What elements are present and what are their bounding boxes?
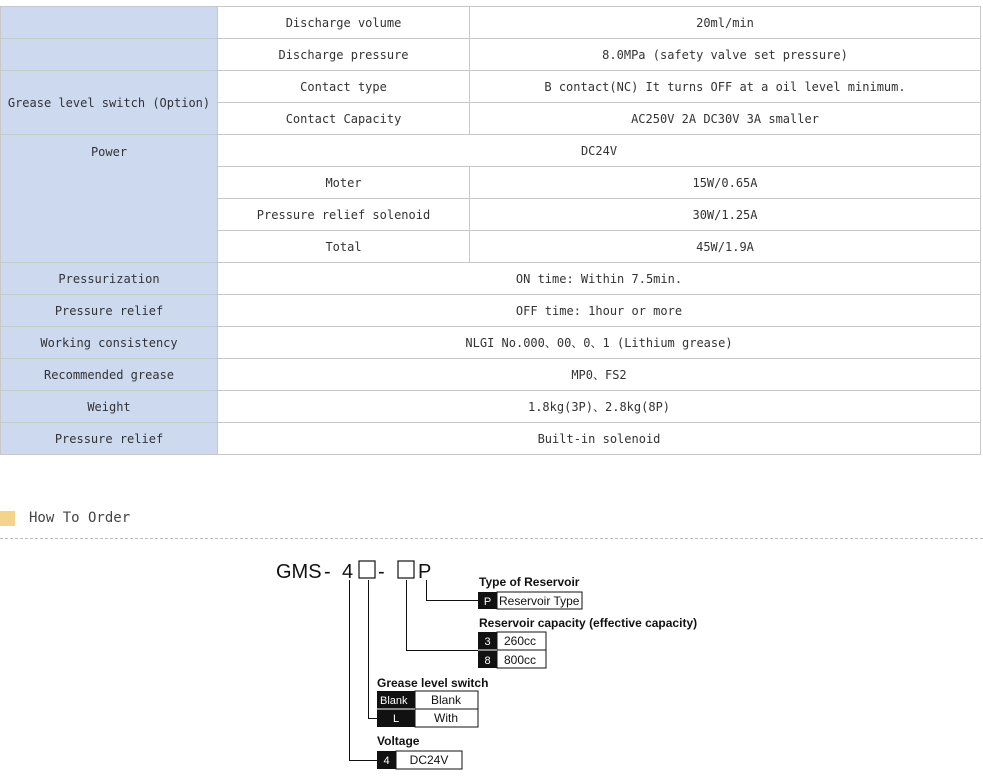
- pressure-relief-time-value: OFF time: 1hour or more: [218, 295, 981, 327]
- moter-label: Moter: [218, 167, 470, 199]
- reservoir-capacity-key: 3: [484, 636, 491, 648]
- contact-capacity-value: AC250V 2A DC30V 3A smaller: [470, 103, 981, 135]
- contact-type-value: B contact(NC) It turns OFF at a oil level minimum.: [470, 71, 981, 103]
- code-suffix: P: [418, 561, 432, 583]
- grease-level-switch-desc: With: [434, 711, 458, 725]
- discharge-volume-label: Discharge volume: [218, 7, 470, 39]
- working-consistency-value: NLGI No.000、00、0、1 (Lithium grease): [218, 327, 981, 359]
- power-header: Power: [1, 135, 218, 263]
- grease-level-switch-desc: Blank: [430, 693, 462, 707]
- grease-level-switch-title: Grease level switch: [377, 676, 489, 690]
- contact-type-label: Contact type: [218, 71, 470, 103]
- total-label: Total: [218, 231, 470, 263]
- code-dash-2: -: [378, 561, 385, 583]
- voltage-desc: DC24V: [409, 753, 449, 767]
- pressure-relief-type-value: Built-in solenoid: [218, 423, 981, 455]
- power-value: DC24V: [218, 135, 981, 167]
- reservoir-capacity-key: 8: [484, 655, 491, 667]
- pressurization-value: ON time: Within 7.5min.: [218, 263, 981, 295]
- solenoid-value: 30W/1.25A: [470, 199, 981, 231]
- recommended-grease-value: MP0、FS2: [218, 359, 981, 391]
- code-prefix: GMS: [276, 561, 322, 583]
- moter-value: 15W/0.65A: [470, 167, 981, 199]
- type-of-reservoir-key: P: [483, 596, 492, 608]
- working-consistency-header: Working consistency: [1, 327, 218, 359]
- code-box-capacity: [359, 561, 375, 578]
- type-of-reservoir-title: Type of Reservoir: [479, 575, 580, 589]
- pressure-relief-type-header: Pressure relief: [1, 423, 218, 455]
- pressurization-header: Pressurization: [1, 263, 218, 295]
- grease-level-switch-key: L: [392, 713, 400, 725]
- type-of-reservoir-desc: Reservoir Type: [499, 594, 580, 608]
- weight-value: 1.8kg(3P)、2.8kg(8P): [218, 391, 981, 423]
- contact-capacity-label: Contact Capacity: [218, 103, 470, 135]
- code-digit: 4: [342, 561, 354, 583]
- reservoir-capacity-title: Reservoir capacity (effective capacity): [479, 616, 698, 630]
- grease-level-switch-key: Blank: [380, 695, 408, 707]
- voltage-key: 4: [383, 755, 390, 767]
- recommended-grease-header: Recommended grease: [1, 359, 218, 391]
- reservoir-capacity-desc: 800cc: [504, 653, 537, 667]
- discharge-pressure-value: 8.0MPa (safety valve set pressure): [470, 39, 981, 71]
- grease-level-switch-header: Grease level switch (Option): [1, 71, 218, 135]
- discharge-pressure-label: Discharge pressure: [218, 39, 470, 71]
- voltage-title: Voltage: [377, 734, 420, 748]
- code-dash-1: -: [324, 561, 331, 583]
- pressure-relief-time-header: Pressure relief: [1, 295, 218, 327]
- code-box-switch: [398, 561, 414, 578]
- total-value: 45W/1.9A: [470, 231, 981, 263]
- discharge-volume-value: 20ml/min: [470, 7, 981, 39]
- reservoir-capacity-desc: 260cc: [504, 634, 537, 648]
- weight-header: Weight: [1, 391, 218, 423]
- solenoid-label: Pressure relief solenoid: [218, 199, 470, 231]
- how-to-order-title: How To Order: [29, 510, 131, 526]
